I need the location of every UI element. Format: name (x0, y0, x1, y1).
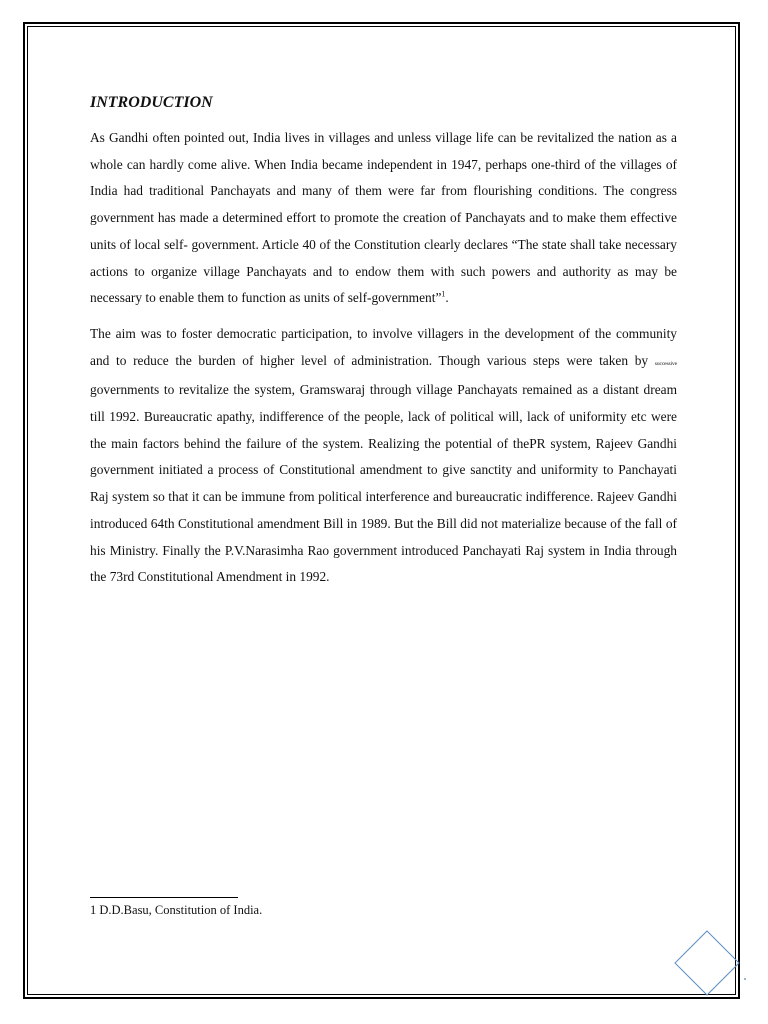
paragraph-1-text: As Gandhi often pointed out, India lives in villages and unless village life can be revitalized the nation as a whole can hardly come alive. When India became independent in 1947, perhaps one-third of the villages of India had traditional Panchayats and many of them were far from flourishing conditions. The congress government has made a determined effort to promote the creation of Panchayats and to make them effective units of local self- government. Article 40 of the Constitution clearly declares “The state shall take necessary actions to organize village Panchayats and to endow them with such powers and authority as may be necessary to enable them to function as units of self-government” (90, 130, 677, 306)
paragraph-2-before: The aim was to foster democratic participation, to involve villagers in the development of the community and to reduce the burden of higher level of administration. Though various steps were taken by (90, 325, 677, 368)
page-content (90, 92, 677, 600)
corner-dot (744, 978, 746, 980)
paragraph-2 (90, 321, 677, 591)
page-corner-diamond-icon (674, 930, 740, 996)
paragraph-2-small-word: successive (654, 360, 677, 367)
paragraph-1 (90, 125, 677, 312)
paragraph-1-end: . (445, 290, 449, 306)
footnote-text: 1 D.D.Basu, Constitution of India. (90, 903, 263, 917)
footnote-separator (90, 897, 238, 898)
paragraph-2-after: governments to revitalize the system, Gramswaraj through village Panchayats remained as a distant dream till 1992. Bureaucratic apathy, indifference of the people, lack of political will, lack of uniformity etc were the main factors behind the failure of the system. Realizing the potential of thePR system, Rajeev Gandhi government initiated a process of Constitutional amendment to give sanctity and uniformity to Panchayati Raj system so that it can be immune from political interference and bureaucratic indifference. Rajeev Gandhi introduced 64th Constitutional amendment Bill in 1989. But the Bill did not materialize because of the fall of his Ministry. Finally the P.V.Narasimha Rao government introduced Panchayati Raj system in India through the 73rd Constitutional Amendment in 1992. (90, 382, 677, 585)
section-heading: INTRODUCTION (90, 94, 213, 111)
footnote-reference[interactable]: 1 (441, 289, 446, 299)
